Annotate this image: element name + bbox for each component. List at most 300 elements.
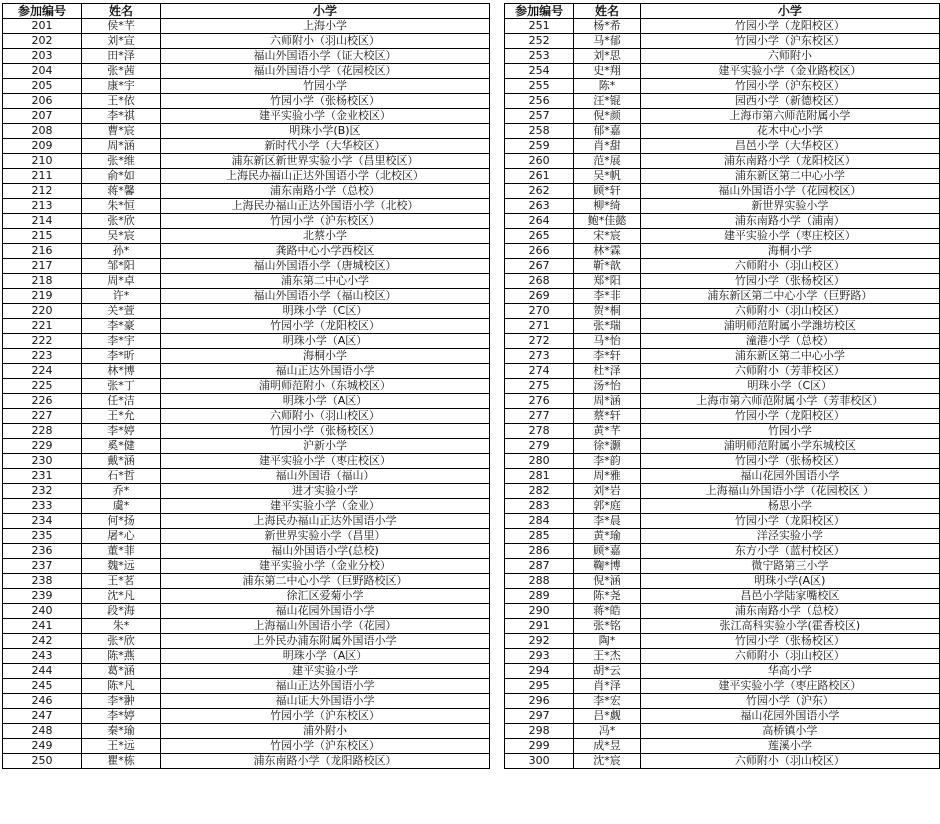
cell-school[interactable]: 浦东新区第二中心小学 xyxy=(640,349,939,364)
cell-id[interactable]: 260 xyxy=(505,154,574,169)
cell-id[interactable]: 247 xyxy=(3,709,82,724)
cell-id[interactable]: 269 xyxy=(505,289,574,304)
cell-school[interactable]: 福山外国语小学（福山校区） xyxy=(161,289,490,304)
cell-name[interactable]: 周*涵 xyxy=(82,139,161,154)
cell-name[interactable]: 周*卓 xyxy=(82,274,161,289)
cell-school[interactable]: 竹园小学（张杨校区） xyxy=(161,94,490,109)
header-id[interactable]: 参加编号 xyxy=(505,4,574,19)
cell-id[interactable]: 265 xyxy=(505,229,574,244)
cell-name[interactable]: 杨*希 xyxy=(574,19,640,34)
cell-school[interactable]: 园西小学（新德校区） xyxy=(640,94,939,109)
cell-id[interactable]: 258 xyxy=(505,124,574,139)
cell-id[interactable]: 225 xyxy=(3,379,82,394)
cell-id[interactable]: 242 xyxy=(3,634,82,649)
cell-name[interactable]: 任*洁 xyxy=(82,394,161,409)
cell-school[interactable]: 六师附小（羽山校区） xyxy=(640,259,939,274)
cell-name[interactable]: 李*豪 xyxy=(82,319,161,334)
cell-name[interactable]: 孙* xyxy=(82,244,161,259)
cell-school[interactable]: 东方小学（蓝村校区） xyxy=(640,544,939,559)
cell-id[interactable]: 229 xyxy=(3,439,82,454)
cell-id[interactable]: 257 xyxy=(505,109,574,124)
cell-school[interactable]: 福山外国语小学(总校) xyxy=(161,544,490,559)
cell-school[interactable]: 竹园小学 xyxy=(640,424,939,439)
cell-name[interactable]: 戴*涵 xyxy=(82,454,161,469)
cell-id[interactable]: 272 xyxy=(505,334,574,349)
cell-school[interactable]: 福山外国语小学（花园校区） xyxy=(161,64,490,79)
cell-id[interactable]: 290 xyxy=(505,604,574,619)
cell-name[interactable]: 张*茜 xyxy=(82,64,161,79)
cell-name[interactable]: 陈*凡 xyxy=(82,679,161,694)
cell-school[interactable]: 六师附小 xyxy=(640,49,939,64)
cell-school[interactable]: 上外民办浦东附属外国语小学 xyxy=(161,634,490,649)
cell-id[interactable]: 283 xyxy=(505,499,574,514)
cell-id[interactable]: 278 xyxy=(505,424,574,439)
cell-name[interactable]: 郁*嘉 xyxy=(574,124,640,139)
cell-id[interactable]: 204 xyxy=(3,64,82,79)
cell-school[interactable]: 北蔡小学 xyxy=(161,229,490,244)
cell-name[interactable]: 郑*阳 xyxy=(574,274,640,289)
cell-name[interactable]: 张*铭 xyxy=(574,619,640,634)
cell-id[interactable]: 226 xyxy=(3,394,82,409)
cell-school[interactable]: 明珠小学（C区） xyxy=(640,379,939,394)
cell-id[interactable]: 214 xyxy=(3,214,82,229)
cell-school[interactable]: 杨思小学 xyxy=(640,499,939,514)
cell-name[interactable]: 蒋*馨 xyxy=(82,184,161,199)
cell-school[interactable]: 浦东南路小学（总校） xyxy=(161,184,490,199)
cell-name[interactable]: 张*维 xyxy=(82,154,161,169)
cell-school[interactable]: 浦东南路小学（龙阳路校区） xyxy=(161,754,490,769)
cell-name[interactable]: 王*允 xyxy=(82,409,161,424)
cell-name[interactable]: 李*婷 xyxy=(82,709,161,724)
cell-school[interactable]: 海桐小学 xyxy=(161,349,490,364)
cell-id[interactable]: 239 xyxy=(3,589,82,604)
cell-name[interactable]: 黄*瑜 xyxy=(574,529,640,544)
cell-id[interactable]: 296 xyxy=(505,694,574,709)
cell-school[interactable]: 福山花园外国语小学 xyxy=(161,604,490,619)
cell-name[interactable]: 李*昕 xyxy=(82,349,161,364)
cell-name[interactable]: 曹*宸 xyxy=(82,124,161,139)
cell-id[interactable]: 270 xyxy=(505,304,574,319)
cell-name[interactable]: 李*祺 xyxy=(82,109,161,124)
cell-name[interactable]: 秦*瑜 xyxy=(82,724,161,739)
cell-name[interactable]: 倪*颜 xyxy=(574,109,640,124)
cell-school[interactable]: 建平实验小学（金业校区） xyxy=(161,109,490,124)
cell-id[interactable]: 293 xyxy=(505,649,574,664)
cell-school[interactable]: 建平实验小学（枣庄校区） xyxy=(161,454,490,469)
cell-school[interactable]: 新世界实验小学（昌里） xyxy=(161,529,490,544)
cell-name[interactable]: 林*博 xyxy=(82,364,161,379)
header-school[interactable]: 小学 xyxy=(640,4,939,19)
cell-school[interactable]: 六师附小（羽山校区） xyxy=(161,409,490,424)
cell-school[interactable]: 上海民办福山正达外国语小学（北校区） xyxy=(161,169,490,184)
cell-name[interactable]: 朱* xyxy=(82,619,161,634)
cell-school[interactable]: 竹园小学（张杨校区） xyxy=(640,454,939,469)
cell-name[interactable]: 李*翀 xyxy=(82,694,161,709)
cell-school[interactable]: 海桐小学 xyxy=(640,244,939,259)
cell-name[interactable]: 吕*觑 xyxy=(574,709,640,724)
cell-name[interactable]: 许* xyxy=(82,289,161,304)
header-school[interactable]: 小学 xyxy=(161,4,490,19)
cell-school[interactable]: 竹园小学（张杨校区） xyxy=(640,634,939,649)
cell-id[interactable]: 241 xyxy=(3,619,82,634)
cell-school[interactable]: 上海小学 xyxy=(161,19,490,34)
cell-name[interactable]: 田*泽 xyxy=(82,49,161,64)
cell-name[interactable]: 康*宇 xyxy=(82,79,161,94)
cell-id[interactable]: 233 xyxy=(3,499,82,514)
cell-name[interactable]: 李*宇 xyxy=(82,334,161,349)
cell-school[interactable]: 昌邑小学（大华校区） xyxy=(640,139,939,154)
cell-name[interactable]: 柳*绮 xyxy=(574,199,640,214)
cell-id[interactable]: 227 xyxy=(3,409,82,424)
cell-id[interactable]: 294 xyxy=(505,664,574,679)
cell-name[interactable]: 魏*远 xyxy=(82,559,161,574)
cell-id[interactable]: 218 xyxy=(3,274,82,289)
cell-id[interactable]: 263 xyxy=(505,199,574,214)
cell-school[interactable]: 昌邑小学陆家嘴校区 xyxy=(640,589,939,604)
cell-name[interactable]: 何*扬 xyxy=(82,514,161,529)
cell-name[interactable]: 顾*轩 xyxy=(574,184,640,199)
cell-id[interactable]: 254 xyxy=(505,64,574,79)
cell-id[interactable]: 213 xyxy=(3,199,82,214)
cell-name[interactable]: 倪*涵 xyxy=(574,574,640,589)
cell-school[interactable]: 竹园小学（龙阳校区） xyxy=(640,19,939,34)
cell-id[interactable]: 246 xyxy=(3,694,82,709)
cell-name[interactable]: 李*宏 xyxy=(574,694,640,709)
cell-id[interactable]: 203 xyxy=(3,49,82,64)
cell-name[interactable]: 侯*芊 xyxy=(82,19,161,34)
cell-school[interactable]: 明珠小学(A区) xyxy=(640,574,939,589)
cell-id[interactable]: 259 xyxy=(505,139,574,154)
cell-id[interactable]: 210 xyxy=(3,154,82,169)
cell-school[interactable]: 建平实验小学（枣庄校区） xyxy=(640,229,939,244)
cell-school[interactable]: 福山正达外国语小学 xyxy=(161,679,490,694)
header-id[interactable]: 参加编号 xyxy=(3,4,82,19)
cell-name[interactable]: 肖*甜 xyxy=(574,139,640,154)
cell-name[interactable]: 陶* xyxy=(574,634,640,649)
cell-school[interactable]: 龚路中心小学西校区 xyxy=(161,244,490,259)
cell-name[interactable]: 朱*恒 xyxy=(82,199,161,214)
cell-id[interactable]: 295 xyxy=(505,679,574,694)
cell-school[interactable]: 竹园小学（沪东校区） xyxy=(640,34,939,49)
cell-id[interactable]: 282 xyxy=(505,484,574,499)
cell-id[interactable]: 286 xyxy=(505,544,574,559)
cell-school[interactable]: 明珠小学（A区） xyxy=(161,649,490,664)
cell-school[interactable]: 新时代小学（大华校区） xyxy=(161,139,490,154)
cell-id[interactable]: 211 xyxy=(3,169,82,184)
cell-id[interactable]: 208 xyxy=(3,124,82,139)
cell-school[interactable]: 竹园小学（张杨校区） xyxy=(640,274,939,289)
cell-id[interactable]: 253 xyxy=(505,49,574,64)
cell-name[interactable]: 沈*宸 xyxy=(574,754,640,769)
cell-name[interactable]: 李*韵 xyxy=(574,454,640,469)
cell-id[interactable]: 256 xyxy=(505,94,574,109)
cell-name[interactable]: 瞿*栋 xyxy=(82,754,161,769)
cell-school[interactable]: 花木中心小学 xyxy=(640,124,939,139)
cell-id[interactable]: 221 xyxy=(3,319,82,334)
cell-name[interactable]: 蒋*皓 xyxy=(574,604,640,619)
cell-name[interactable]: 吴*宸 xyxy=(82,229,161,244)
cell-id[interactable]: 288 xyxy=(505,574,574,589)
cell-id[interactable]: 248 xyxy=(3,724,82,739)
cell-school[interactable]: 浦东新区第二中心小学（巨野路） xyxy=(640,289,939,304)
cell-name[interactable]: 王*杰 xyxy=(574,649,640,664)
cell-school[interactable]: 上海福山外国语小学（花园校区 ） xyxy=(640,484,939,499)
cell-id[interactable]: 201 xyxy=(3,19,82,34)
cell-id[interactable]: 209 xyxy=(3,139,82,154)
cell-id[interactable]: 236 xyxy=(3,544,82,559)
cell-id[interactable]: 207 xyxy=(3,109,82,124)
cell-name[interactable]: 陈* xyxy=(574,79,640,94)
cell-id[interactable]: 220 xyxy=(3,304,82,319)
cell-name[interactable]: 董*菲 xyxy=(82,544,161,559)
cell-name[interactable]: 冯* xyxy=(574,724,640,739)
cell-school[interactable]: 福山正达外国语小学 xyxy=(161,364,490,379)
cell-school[interactable]: 浦东第二中心小学（巨野路校区） xyxy=(161,574,490,589)
cell-school[interactable]: 浦明师范附小（东城校区） xyxy=(161,379,490,394)
cell-name[interactable]: 史*翔 xyxy=(574,64,640,79)
cell-school[interactable]: 竹园小学（龙阳校区） xyxy=(640,514,939,529)
cell-school[interactable]: 上海民办福山正达外国语小学（北校） xyxy=(161,199,490,214)
cell-school[interactable]: 上海福山外国语小学（花园） xyxy=(161,619,490,634)
cell-id[interactable]: 252 xyxy=(505,34,574,49)
cell-school[interactable]: 莲溪小学 xyxy=(640,739,939,754)
cell-school[interactable]: 建平实验小学（金业） xyxy=(161,499,490,514)
cell-id[interactable]: 216 xyxy=(3,244,82,259)
cell-name[interactable]: 周*雅 xyxy=(574,469,640,484)
cell-name[interactable]: 屠*心 xyxy=(82,529,161,544)
cell-name[interactable]: 邹*阳 xyxy=(82,259,161,274)
cell-id[interactable]: 228 xyxy=(3,424,82,439)
cell-name[interactable]: 范*展 xyxy=(574,154,640,169)
cell-school[interactable]: 竹园小学 xyxy=(161,79,490,94)
cell-school[interactable]: 明珠小学（C区） xyxy=(161,304,490,319)
cell-name[interactable]: 虞* xyxy=(82,499,161,514)
cell-id[interactable]: 250 xyxy=(3,754,82,769)
cell-id[interactable]: 300 xyxy=(505,754,574,769)
cell-id[interactable]: 262 xyxy=(505,184,574,199)
cell-id[interactable]: 235 xyxy=(3,529,82,544)
cell-id[interactable]: 249 xyxy=(3,739,82,754)
cell-id[interactable]: 223 xyxy=(3,349,82,364)
cell-name[interactable]: 徐*灏 xyxy=(574,439,640,454)
cell-name[interactable]: 贺*桐 xyxy=(574,304,640,319)
cell-name[interactable]: 李*婷 xyxy=(82,424,161,439)
cell-school[interactable]: 六师附小（羽山校区） xyxy=(640,649,939,664)
cell-name[interactable]: 顾*嘉 xyxy=(574,544,640,559)
cell-school[interactable]: 华高小学 xyxy=(640,664,939,679)
cell-school[interactable]: 六师附小（羽山校区） xyxy=(161,34,490,49)
cell-name[interactable]: 宋*宸 xyxy=(574,229,640,244)
header-name[interactable]: 姓名 xyxy=(82,4,161,19)
cell-name[interactable]: 李*轩 xyxy=(574,349,640,364)
cell-id[interactable]: 291 xyxy=(505,619,574,634)
cell-id[interactable]: 237 xyxy=(3,559,82,574)
cell-name[interactable]: 俞*如 xyxy=(82,169,161,184)
cell-id[interactable]: 287 xyxy=(505,559,574,574)
cell-name[interactable]: 马*怡 xyxy=(574,334,640,349)
cell-name[interactable]: 李*非 xyxy=(574,289,640,304)
cell-id[interactable]: 222 xyxy=(3,334,82,349)
cell-name[interactable]: 段*海 xyxy=(82,604,161,619)
cell-id[interactable]: 275 xyxy=(505,379,574,394)
cell-name[interactable]: 乔* xyxy=(82,484,161,499)
cell-school[interactable]: 微宁路第三小学 xyxy=(640,559,939,574)
cell-school[interactable]: 竹园小学（张杨校区） xyxy=(161,424,490,439)
cell-school[interactable]: 沪新小学 xyxy=(161,439,490,454)
cell-name[interactable]: 王*依 xyxy=(82,94,161,109)
cell-name[interactable]: 成*昱 xyxy=(574,739,640,754)
cell-school[interactable]: 上海市第六师范附属小学（芳菲校区） xyxy=(640,394,939,409)
cell-name[interactable]: 张*欣 xyxy=(82,214,161,229)
cell-school[interactable]: 浦外附小 xyxy=(161,724,490,739)
cell-school[interactable]: 浦东南路小学（龙阳校区） xyxy=(640,154,939,169)
cell-name[interactable]: 葛*涵 xyxy=(82,664,161,679)
cell-school[interactable]: 潼港小学（总校） xyxy=(640,334,939,349)
cell-school[interactable]: 上海市第六师范附属小学 xyxy=(640,109,939,124)
cell-id[interactable]: 217 xyxy=(3,259,82,274)
cell-id[interactable]: 232 xyxy=(3,484,82,499)
cell-name[interactable]: 张*丁 xyxy=(82,379,161,394)
cell-school[interactable]: 高桥镇小学 xyxy=(640,724,939,739)
cell-name[interactable]: 林*霖 xyxy=(574,244,640,259)
cell-name[interactable]: 张*欣 xyxy=(82,634,161,649)
cell-id[interactable]: 276 xyxy=(505,394,574,409)
cell-school[interactable]: 浦东第二中心小学 xyxy=(161,274,490,289)
cell-name[interactable]: 黄*芊 xyxy=(574,424,640,439)
cell-id[interactable]: 234 xyxy=(3,514,82,529)
cell-name[interactable]: 汤*怡 xyxy=(574,379,640,394)
cell-name[interactable]: 关*萱 xyxy=(82,304,161,319)
cell-name[interactable]: 刘*思 xyxy=(574,49,640,64)
cell-school[interactable]: 竹园小学（沪东校区） xyxy=(161,214,490,229)
cell-id[interactable]: 292 xyxy=(505,634,574,649)
cell-school[interactable]: 福山花园外国语小学 xyxy=(640,469,939,484)
cell-name[interactable]: 靳*歆 xyxy=(574,259,640,274)
cell-id[interactable]: 215 xyxy=(3,229,82,244)
cell-name[interactable]: 张*瑞 xyxy=(574,319,640,334)
cell-name[interactable]: 李*晨 xyxy=(574,514,640,529)
cell-school[interactable]: 福山外国语小学（证大校区） xyxy=(161,49,490,64)
cell-id[interactable]: 244 xyxy=(3,664,82,679)
cell-id[interactable]: 251 xyxy=(505,19,574,34)
cell-id[interactable]: 230 xyxy=(3,454,82,469)
cell-id[interactable]: 219 xyxy=(3,289,82,304)
cell-school[interactable]: 明珠小学（A区） xyxy=(161,334,490,349)
cell-school[interactable]: 竹园小学（沪东） xyxy=(640,694,939,709)
cell-id[interactable]: 267 xyxy=(505,259,574,274)
cell-school[interactable]: 六师附小（羽山校区） xyxy=(640,754,939,769)
cell-school[interactable]: 浦东南路小学（浦南） xyxy=(640,214,939,229)
cell-school[interactable]: 竹园小学（龙阳校区） xyxy=(640,409,939,424)
cell-name[interactable]: 石*哲 xyxy=(82,469,161,484)
cell-id[interactable]: 273 xyxy=(505,349,574,364)
cell-name[interactable]: 沈*凡 xyxy=(82,589,161,604)
cell-id[interactable]: 212 xyxy=(3,184,82,199)
cell-id[interactable]: 238 xyxy=(3,574,82,589)
cell-id[interactable]: 205 xyxy=(3,79,82,94)
cell-name[interactable]: 鞠*博 xyxy=(574,559,640,574)
cell-name[interactable]: 郭*庭 xyxy=(574,499,640,514)
cell-id[interactable]: 281 xyxy=(505,469,574,484)
cell-name[interactable]: 杜*泽 xyxy=(574,364,640,379)
cell-school[interactable]: 福山花园外国语小学 xyxy=(640,709,939,724)
cell-school[interactable]: 浦东新区新世界实验小学（昌里校区） xyxy=(161,154,490,169)
cell-name[interactable]: 王*远 xyxy=(82,739,161,754)
cell-name[interactable]: 吴*帆 xyxy=(574,169,640,184)
cell-school[interactable]: 明珠小学（A区） xyxy=(161,394,490,409)
cell-school[interactable]: 竹园小学（龙阳校区） xyxy=(161,319,490,334)
cell-id[interactable]: 268 xyxy=(505,274,574,289)
cell-school[interactable]: 上海民办福山正达外国语小学 xyxy=(161,514,490,529)
cell-school[interactable]: 浦东新区第二中心小学 xyxy=(640,169,939,184)
cell-name[interactable]: 汪*锟 xyxy=(574,94,640,109)
cell-name[interactable]: 马*郁 xyxy=(574,34,640,49)
header-name[interactable]: 姓名 xyxy=(574,4,640,19)
cell-name[interactable]: 周*涵 xyxy=(574,394,640,409)
cell-name[interactable]: 刘*宣 xyxy=(82,34,161,49)
cell-id[interactable]: 266 xyxy=(505,244,574,259)
cell-school[interactable]: 六师附小（羽山校区） xyxy=(640,304,939,319)
cell-school[interactable]: 浦明师范附属小学东城校区 xyxy=(640,439,939,454)
cell-school[interactable]: 进才实验小学 xyxy=(161,484,490,499)
cell-id[interactable]: 202 xyxy=(3,34,82,49)
cell-school[interactable]: 建平实验小学（金业分校） xyxy=(161,559,490,574)
cell-id[interactable]: 231 xyxy=(3,469,82,484)
cell-school[interactable]: 六师附小（芳菲校区） xyxy=(640,364,939,379)
cell-school[interactable]: 竹园小学（沪东校区） xyxy=(161,739,490,754)
cell-id[interactable]: 279 xyxy=(505,439,574,454)
cell-name[interactable]: 陈*尧 xyxy=(574,589,640,604)
cell-school[interactable]: 福山证大外国语小学 xyxy=(161,694,490,709)
cell-school[interactable]: 福山外国语小学（花园校区） xyxy=(640,184,939,199)
cell-school[interactable]: 福山外国语小学（唐城校区） xyxy=(161,259,490,274)
cell-name[interactable]: 鲍*佳懿 xyxy=(574,214,640,229)
cell-id[interactable]: 271 xyxy=(505,319,574,334)
cell-name[interactable]: 刘*岩 xyxy=(574,484,640,499)
cell-id[interactable]: 285 xyxy=(505,529,574,544)
cell-school[interactable]: 建平实验小学（金业路校区） xyxy=(640,64,939,79)
cell-id[interactable]: 224 xyxy=(3,364,82,379)
cell-id[interactable]: 284 xyxy=(505,514,574,529)
cell-name[interactable]: 陈*燕 xyxy=(82,649,161,664)
cell-id[interactable]: 280 xyxy=(505,454,574,469)
cell-name[interactable]: 蔡*轩 xyxy=(574,409,640,424)
cell-id[interactable]: 245 xyxy=(3,679,82,694)
cell-name[interactable]: 奚*健 xyxy=(82,439,161,454)
cell-school[interactable]: 徐汇区爱菊小学 xyxy=(161,589,490,604)
cell-id[interactable]: 299 xyxy=(505,739,574,754)
cell-id[interactable]: 240 xyxy=(3,604,82,619)
cell-school[interactable]: 洋泾实验小学 xyxy=(640,529,939,544)
cell-id[interactable]: 277 xyxy=(505,409,574,424)
cell-id[interactable]: 243 xyxy=(3,649,82,664)
cell-id[interactable]: 261 xyxy=(505,169,574,184)
cell-school[interactable]: 竹园小学（沪东校区） xyxy=(161,709,490,724)
cell-school[interactable]: 竹园小学（沪东校区） xyxy=(640,79,939,94)
cell-id[interactable]: 255 xyxy=(505,79,574,94)
cell-school[interactable]: 浦东南路小学（总校） xyxy=(640,604,939,619)
cell-id[interactable]: 298 xyxy=(505,724,574,739)
cell-school[interactable]: 浦明师范附属小学潍坊校区 xyxy=(640,319,939,334)
cell-id[interactable]: 297 xyxy=(505,709,574,724)
cell-school[interactable]: 明珠小学(B)区 xyxy=(161,124,490,139)
cell-id[interactable]: 274 xyxy=(505,364,574,379)
cell-school[interactable]: 张江高科实验小学(霍香校区) xyxy=(640,619,939,634)
cell-name[interactable]: 肖*泽 xyxy=(574,679,640,694)
cell-school[interactable]: 建平实验小学 xyxy=(161,664,490,679)
cell-id[interactable]: 206 xyxy=(3,94,82,109)
cell-name[interactable]: 胡*云 xyxy=(574,664,640,679)
